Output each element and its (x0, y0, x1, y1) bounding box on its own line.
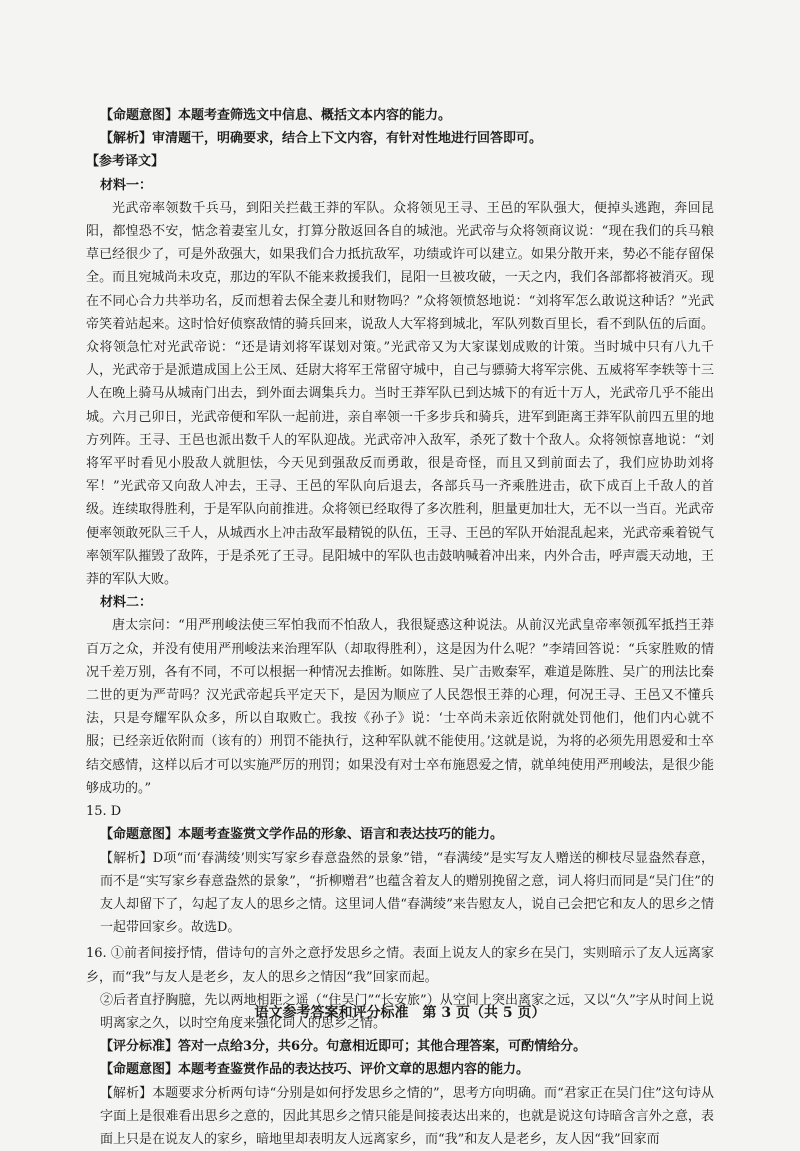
scoring-16: 【评分标准】答对一点给3分，共6分。句意相近即可；其他合理答案，可酌情给分。 (100, 1039, 587, 1055)
analysis-heading-1: 【解析】审清题干，明确要求，结合上下文内容，有针对性地进行回答即可。 (100, 131, 543, 147)
material-one-text: 光武帝率领数千兵马，到阳关拦截王莽的军队。众将领见王寻、王邑的军队强大，便掉头逃跑，奔回昆阳，都惶恐不安，惦念着妻室儿女，打算分散返回各自的城池。光武帝与众将领商议说：“现在我们的兵马粮草已经很少了，可是外敌强大，如果我们合力抵抗敌军，功绩或许可以建立。如果分散开来，势必不能存留保全。而且宛城尚未攻克，那边的军队不能来救援我们，昆阳一旦被攻破，一天之内，我们各部都将被消灭。现在不同心合力共举功名，反而想着去保全妻儿和财物吗？”众将领愤怒地说：“刘将军怎么敢说这种话？”光武帝笑着站起来。这时恰好侦察敌情的骑兵回来，说敌人大军将到城北，军队列数百里长，看不到队伍的后面。众将领急忙对光武帝说：“还是请刘将军谋划对策。”光武帝又为大家谋划成败的计策。当时城中只有八九千人，光武帝于是派遣成国上公王凤、廷尉大将军王常留守城中，自己与骠骑大将军宗佻、五威将军李轶等十三人在晚上骑马从城南门出去，到外面去调集兵力。当时王莽军队已到达城下的有近十万人，光武帝几乎不能出城。六月己卯日，光武帝便和军队一起前进，亲自率领一千多步兵和骑兵，进军到距离王莽军队前四五里的地方列阵。王寻、王邑也派出数千人的军队迎战。光武帝冲入敌军，杀死了数十个敌人。众将领惊喜地说：“刘将军平时看见小股敌人就胆怯，今天见到强敌反而勇敢，很是奇怪，而且又到前面去了，我们应协助刘将军！”光武帝又向敌人冲去，王寻、王邑的军队向后退去，各部兵马一齐乘胜进击，砍下成百上千敌人的首级。连续取得胜利，于是军队向前推进。众将领已经取得了多次胜利，胆量更加壮大，无不以一当百。光武帝便率领敢死队三千人，从城西水上冲击敌军最精锐的队伍，王寻、王邑的军队开始混乱起来，光武帝乘着锐气率领军队摧毁了敌阵，于是杀死了王寻。昆阳城中的军队也击鼓呐喊着冲出来，内外合击，呼声震天动地，王莽的军队大败。 (86, 200, 714, 588)
intent-heading-16: 【命题意图】本题考查鉴赏作品的表达技巧、评价文章的思想内容的能力。 (100, 1062, 530, 1078)
material-two-label: 材料二： (100, 595, 153, 611)
intent-heading-1: 【命题意图】本题考查筛选文中信息、概括文本内容的能力。 (100, 108, 452, 123)
analysis-15: 【解析】D项“而‘春满绫’则实写家乡春意盎然的景象”错，“春满绫”是实写友人赠送的柳枝尽显盎然春意，而不是“实写家乡春意盎然的景象”，“折柳赠君”也蕴含着友人的赠别挽留之意，词人将归而同是“吴门住”的友人却留下了，勾起了友人的思乡之情。这里词人借“春满绫”来告慰友人，说自己会把它和友人的思乡之情一起带回家乡。故选D。 (100, 850, 714, 936)
material-one-label: 材料一： (100, 177, 153, 193)
analysis-16: 【解析】本题要求分析两句诗“分别是如何抒发思乡之情的”，思考方向明确。而“君家正在吴门住”这句诗从字面上是很难看出思乡之意的，因此其思乡之情只能是间接表达出来的，也就是说这句诗暗含言外之意，表面上只是在说友人的家乡，暗地里却表明友人远离家乡，而“我”和友人是老乡，友人因“我”回家而 (100, 1085, 714, 1147)
translation-heading: 【参考译文】 (86, 154, 165, 170)
intent-heading-15: 【命题意图】本题考查鉴赏文学作品的形象、语言和表达技巧的能力。 (100, 827, 504, 843)
material-two-text: 唐太宗问：“用严刑峻法使三军怕我而不怕敌人，我很疑惑这种说法。从前汉光武皇帝率领孤军抵挡王莽百万之众，并没有使用严刑峻法来治理军队（却取得胜利），这是因为什么呢？”李靖回答说：“兵家胜败的情况千差万别，各有不同，不可以根据一种情况去推断。如陈胜、吴广击败秦军，难道是陈胜、吴广的刑法比秦二世的更为严苛吗？汉光武帝起兵平定天下，是因为顺应了人民怨恨王莽的心理，何况王寻、王邑又不懂兵法，只是夸耀军队众多，所以自取败亡。我按《孙子》说：‘士卒尚未亲近依附就处罚他们，他们内心就不服；已经亲近依附而（该有的）刑罚不能执行，这种军队就不能使用。’这就是说，为将的必须先用恩爱和士卒结交感情，这样以后才可以实施严厉的刑罚；如果没有对士卒布施恩爱之情，就单纯使用严刑峻法，是很少能够成功的。” (86, 618, 714, 796)
page-footer: 语文参考答案和评分标准 第 3 页（共 5 页） (254, 1005, 546, 1021)
answer-16-part-2: ②后者直抒胸臆，先以两地相距之遥（“住吴门”“长安旅”）从空间上突出离家之远，又以“久”字从时间上说明离家之久，以时空角度来强化词人的思乡之情。 (100, 992, 714, 1031)
answer-15: 15. D (86, 804, 122, 820)
answer-16-part-1: 16. ①前者间接抒情，借诗句的言外之意抒发思乡之情。表面上说友人的家乡在吴门，实则暗示了友人远离家乡，而“我”与友人是老乡，友人的思乡之情因“我”回家而起。 (86, 946, 714, 985)
